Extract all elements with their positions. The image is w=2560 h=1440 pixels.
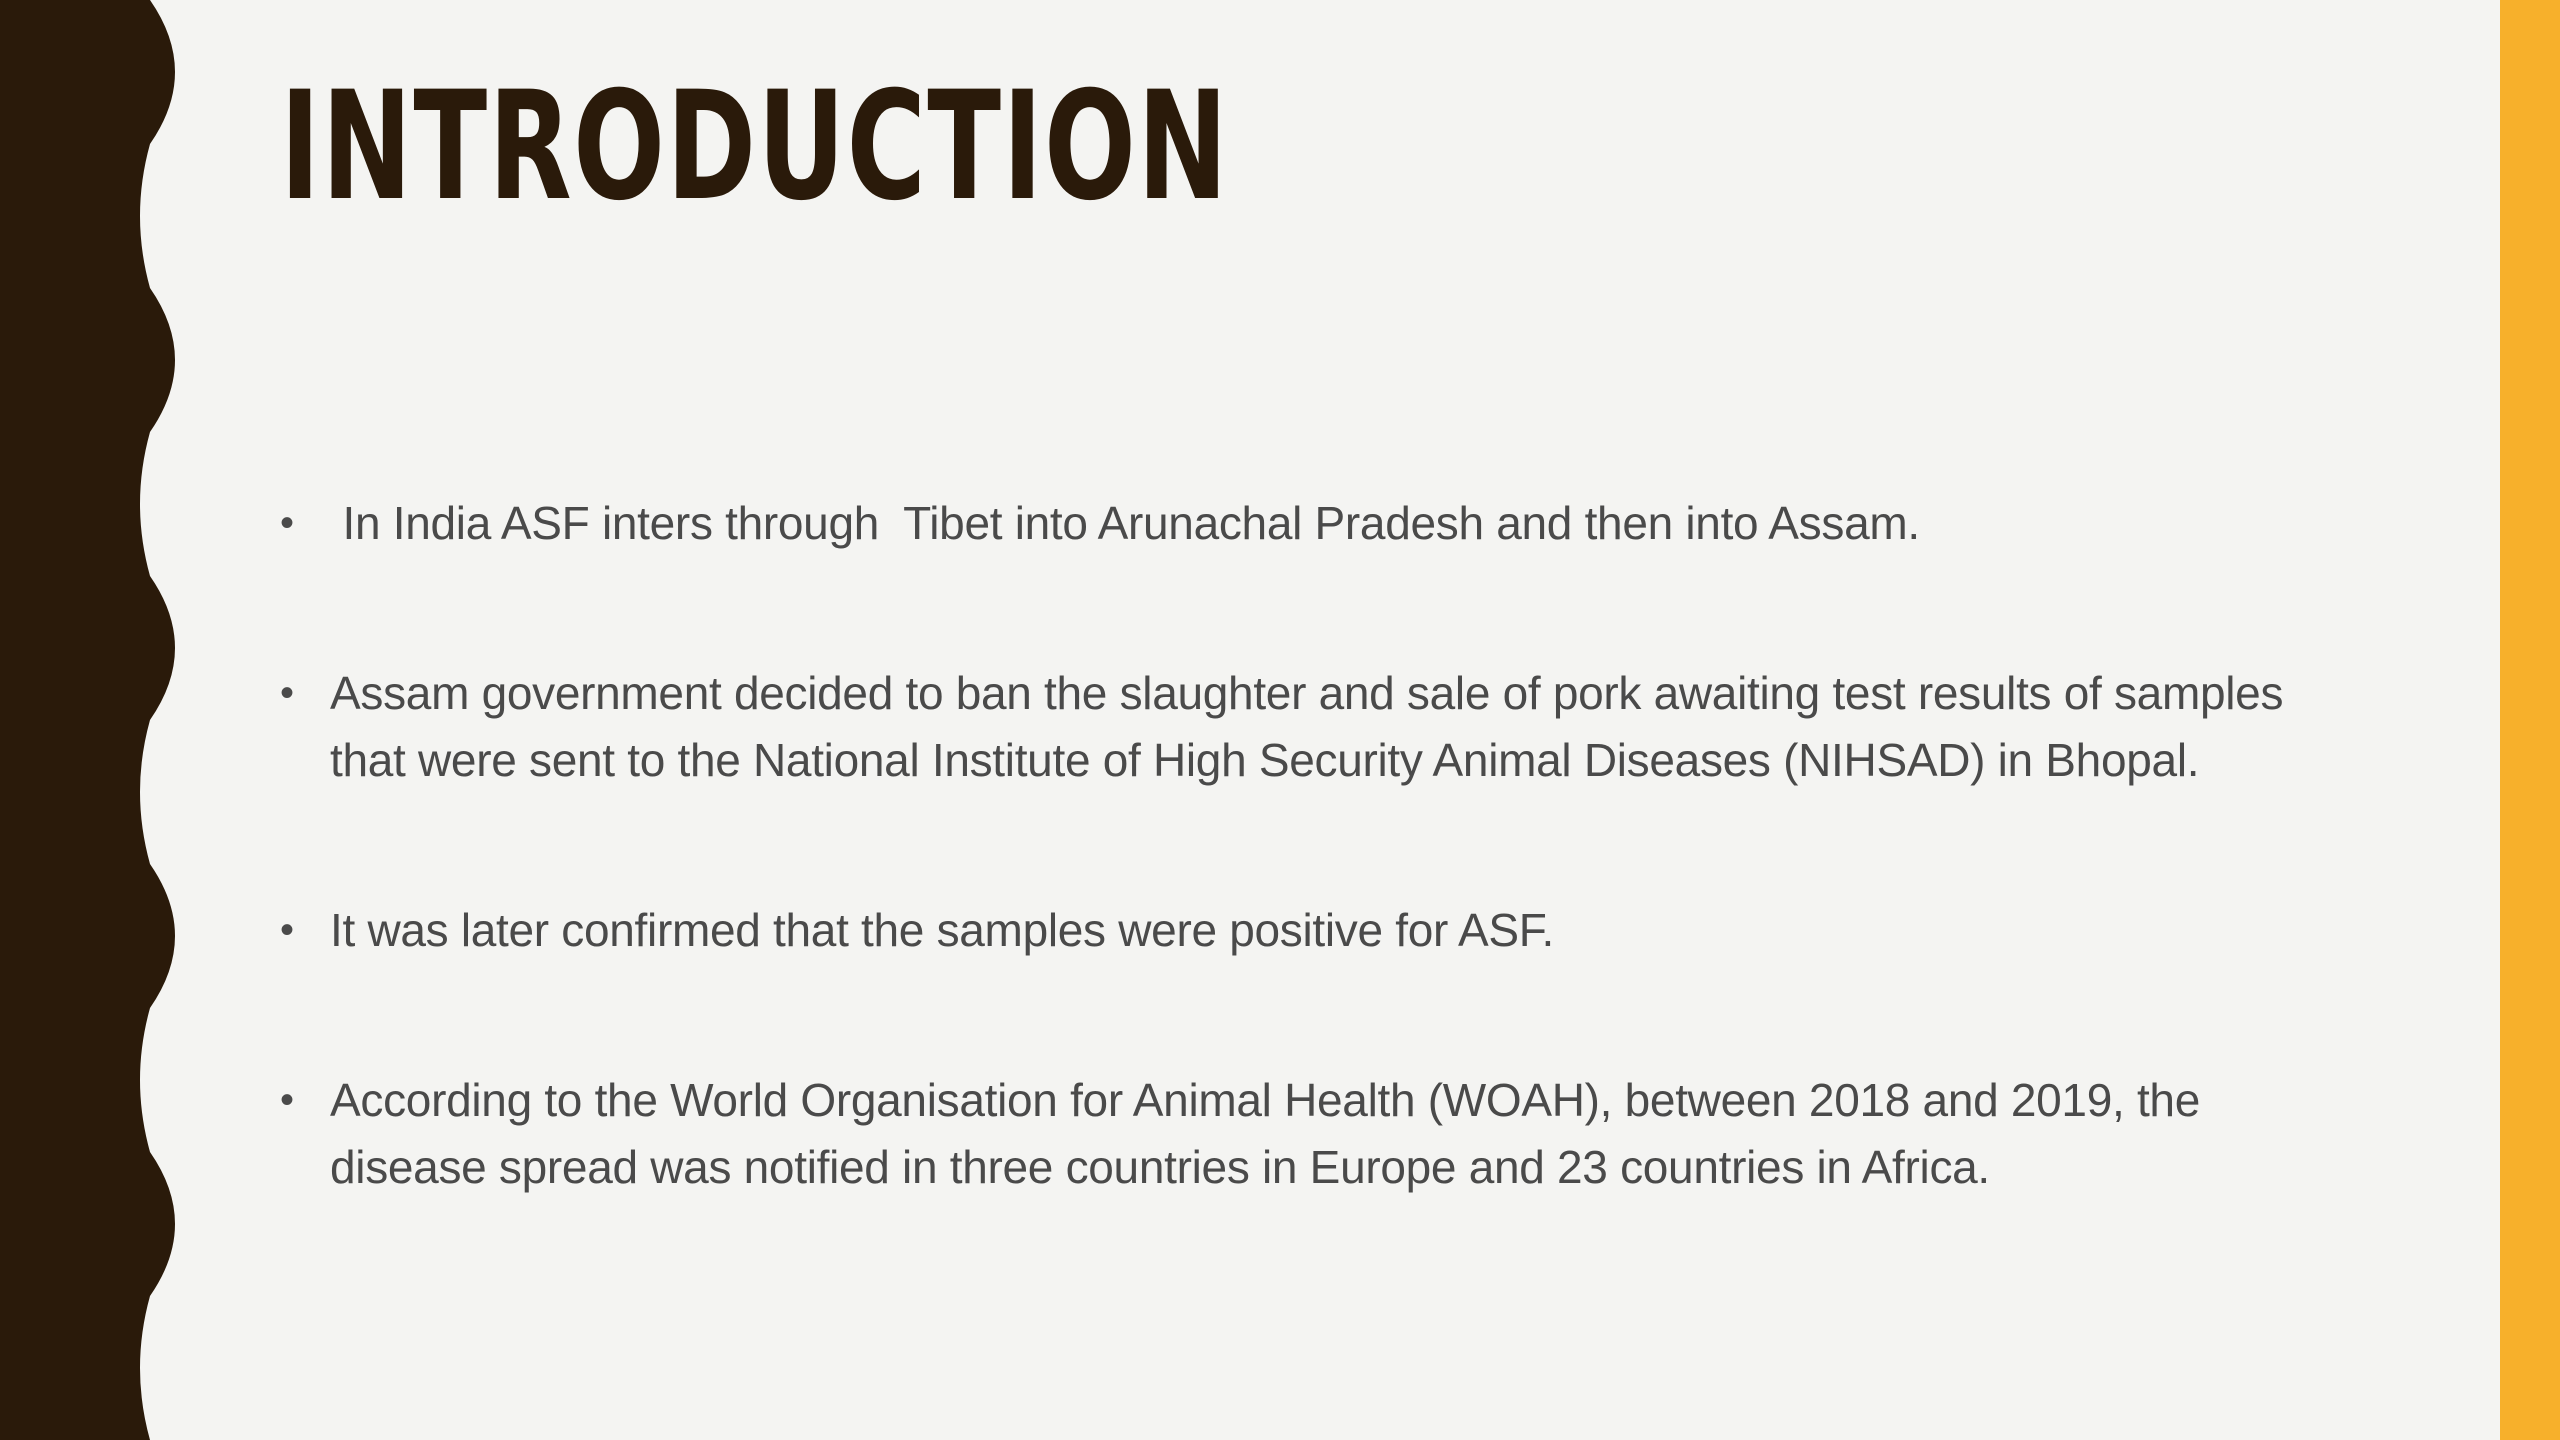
bullet-point-icon: •	[280, 908, 294, 952]
bullet-text: According to the World Organisation for Animal Health (WOAH), between 2018 and 2019, the disease spread was notified in three countries in Europe and 23 countries in Africa.	[330, 1074, 2201, 1193]
bullet-point-icon: •	[280, 1078, 294, 1122]
slide-title: INTRODUCTION	[280, 60, 1230, 234]
bullet-point-icon: •	[280, 671, 294, 715]
wavy-side-band	[0, 0, 200, 1440]
bullet-list	[280, 490, 2360, 1201]
bullet-item	[280, 660, 2360, 794]
bullet-text: Assam government decided to ban the slaughter and sale of pork awaiting test results of samples that were sent to the National Institute of High Security Animal Diseases (NIHSAD) in Bhopal.	[330, 667, 2284, 786]
bullet-item	[280, 897, 2360, 964]
wavy-side-band-shape	[0, 0, 175, 1440]
bullet-item	[280, 490, 2360, 557]
bullet-text: In India ASF inters through Tibet into Arunachal Pradesh and then into Assam.	[330, 497, 1920, 549]
bullet-text: It was later confirmed that the samples were positive for ASF.	[330, 904, 1554, 956]
accent-side-bar	[2500, 0, 2560, 1440]
bullet-point-icon: •	[280, 501, 294, 545]
bullet-item	[280, 1067, 2360, 1201]
